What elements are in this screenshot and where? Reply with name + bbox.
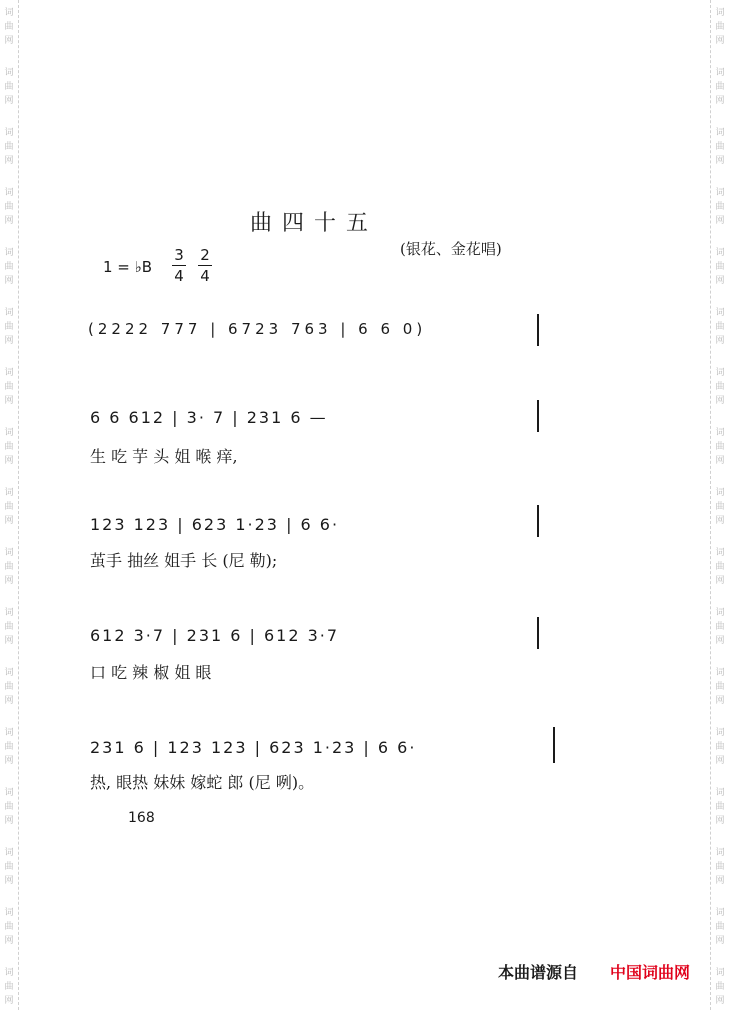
line-end-barline xyxy=(537,617,539,649)
watermark-text: 词曲网 xyxy=(4,848,14,886)
lyrics-row-4: 热, 眼热 妹妹 嫁蛇 郎 (尼 咧)。 xyxy=(90,773,315,792)
meter-b-top: 2 xyxy=(200,246,210,264)
intro-notation: (2222 777 | 6723 763 | 6 6 0) xyxy=(88,320,427,338)
time-signature-a xyxy=(172,246,186,285)
watermark-text: 词曲网 xyxy=(4,8,14,46)
right-watermark-strip xyxy=(710,0,729,1010)
watermark-text: 词曲网 xyxy=(4,668,14,706)
watermark-text: 词曲网 xyxy=(4,728,14,766)
meter-a-divider xyxy=(172,265,186,266)
watermark-text: 词曲网 xyxy=(4,68,14,106)
watermark-text: 词曲网 xyxy=(4,128,14,166)
watermark-text: 词曲网 xyxy=(715,188,725,226)
line-end-barline xyxy=(537,400,539,432)
watermark-text: 词曲网 xyxy=(4,308,14,346)
meter-b-divider xyxy=(198,265,212,266)
key-signature: 1 = ♭B xyxy=(103,258,153,276)
watermark-text: 词曲网 xyxy=(715,8,725,46)
watermark-text: 词曲网 xyxy=(715,608,725,646)
source-label: 本曲谱源自 xyxy=(498,963,579,982)
watermark-text: 词曲网 xyxy=(715,128,725,166)
watermark-text: 词曲网 xyxy=(4,968,14,1006)
watermark-text: 词曲网 xyxy=(715,848,725,886)
watermark-text: 词曲网 xyxy=(715,308,725,346)
watermark-text: 词曲网 xyxy=(4,188,14,226)
watermark-text: 词曲网 xyxy=(715,488,725,526)
watermark-text: 词曲网 xyxy=(4,248,14,286)
watermark-text: 词曲网 xyxy=(4,608,14,646)
line-end-barline xyxy=(537,505,539,537)
watermark-text: 词曲网 xyxy=(715,68,725,106)
lyrics-row-1: 生 吃 芋 头 姐 喉 痒, xyxy=(90,447,238,466)
song-title: 曲四十五 xyxy=(250,211,379,236)
watermark-text: 词曲网 xyxy=(4,548,14,586)
notation-row-3: 612 3·7 | 231 6 | 612 3·7 xyxy=(90,626,340,645)
watermark-text: 词曲网 xyxy=(4,428,14,466)
notation-row-1: 6 6 612 | 3· 7 | 231 6 — xyxy=(90,408,328,427)
watermark-text: 词曲网 xyxy=(4,368,14,406)
meter-a-bottom: 4 xyxy=(174,267,184,285)
watermark-text: 词曲网 xyxy=(715,728,725,766)
line-end-barline xyxy=(537,314,539,346)
meter-a-top: 3 xyxy=(174,246,184,264)
watermark-text: 词曲网 xyxy=(4,788,14,826)
lyrics-row-2: 茧手 抽丝 姐手 长 (尼 勒); xyxy=(90,551,278,570)
watermark-text: 词曲网 xyxy=(715,548,725,586)
source-site-link[interactable]: 中国词曲网 xyxy=(610,963,691,982)
watermark-text: 词曲网 xyxy=(4,488,14,526)
lyrics-row-3: 口 吃 辣 椒 姐 眼 xyxy=(90,663,212,682)
watermark-text: 词曲网 xyxy=(4,908,14,946)
watermark-text: 词曲网 xyxy=(715,428,725,466)
left-watermark-strip xyxy=(0,0,19,1010)
singer-note: (银花、金花唱) xyxy=(400,240,502,258)
page-number: 168 xyxy=(128,810,155,826)
watermark-text: 词曲网 xyxy=(715,248,725,286)
meter-b-bottom: 4 xyxy=(200,267,210,285)
watermark-text: 词曲网 xyxy=(715,908,725,946)
watermark-text: 词曲网 xyxy=(715,788,725,826)
watermark-text: 词曲网 xyxy=(715,368,725,406)
time-signature-b xyxy=(198,246,212,285)
notation-row-4: 231 6 | 123 123 | 623 1·23 | 6 6· xyxy=(90,738,417,757)
watermark-text: 词曲网 xyxy=(715,968,725,1006)
line-end-barline xyxy=(553,727,555,763)
watermark-text: 词曲网 xyxy=(715,668,725,706)
notation-row-2: 123 123 | 623 1·23 | 6 6· xyxy=(90,515,340,534)
